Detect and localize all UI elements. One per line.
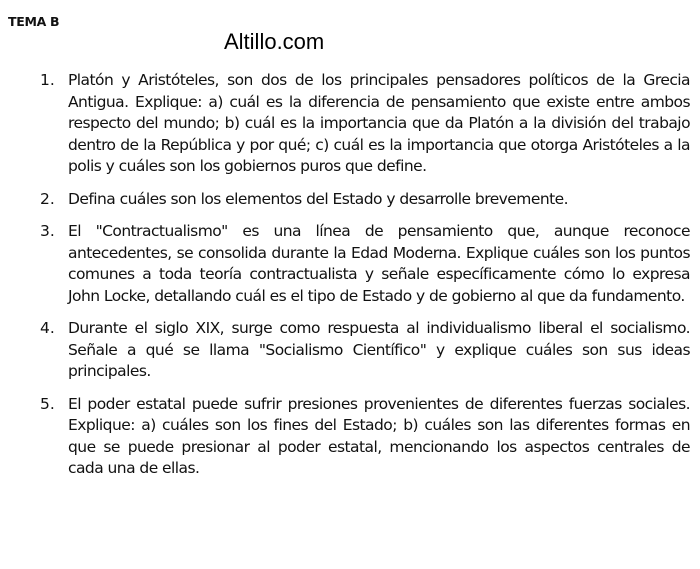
question-item <box>40 221 690 307</box>
question-text: Durante el siglo XIX, surge como respuesta al individualismo liberal el socialismo. Señale a qué se llama "Socialismo Científico" y explique cuáles son sus ideas principales. <box>68 319 690 380</box>
question-number: 1. <box>40 71 55 89</box>
exam-topic-heading: TEMA B <box>8 14 60 29</box>
question-item <box>40 394 690 480</box>
question-number: 2. <box>40 189 55 208</box>
question-text: El poder estatal puede sufrir presiones provenientes de diferentes fuerzas sociales. Explique: a) cuáles son los fines del Estado; b) cuáles son las diferentes formas en que se puede presionar al poder estatal, mencionando los aspectos centrales de cada una de ellas. <box>68 394 690 477</box>
watermark-text: Altillo.com <box>224 29 325 54</box>
question-number: 5. <box>40 394 55 413</box>
question-text: Defina cuáles son los elementos del Estado y desarrolle brevemente. <box>68 189 568 208</box>
question-item <box>40 318 690 383</box>
question-item <box>40 189 690 211</box>
question-item <box>40 70 690 178</box>
question-list <box>40 70 690 491</box>
question-number: 3. <box>40 222 55 240</box>
question-number: 4. <box>40 319 55 337</box>
question-text: El "Contractualismo" es una línea de pensamiento que, aunque reconoce antecedentes, se consolida durante la Edad Moderna. Explique cuáles son los puntos comunes a toda teoría contractualista y señale específicamente cómo lo expresa John Locke, detallando cuál es el tipo de Estado y de gobierno al que da fundamento. <box>68 222 690 305</box>
question-text: Platón y Aristóteles, son dos de los principales pensadores políticos de la Grecia Antigua. Explique: a) cuál es la diferencia de pensamiento que existe entre ambos respecto del mundo; b) cuál es la importancia que da Platón a la división del trabajo dentro de la República y por qué; c) cuál es la importancia que otorga Aristóteles a la polis y cuáles son los gobiernos puros que define. <box>68 71 690 175</box>
